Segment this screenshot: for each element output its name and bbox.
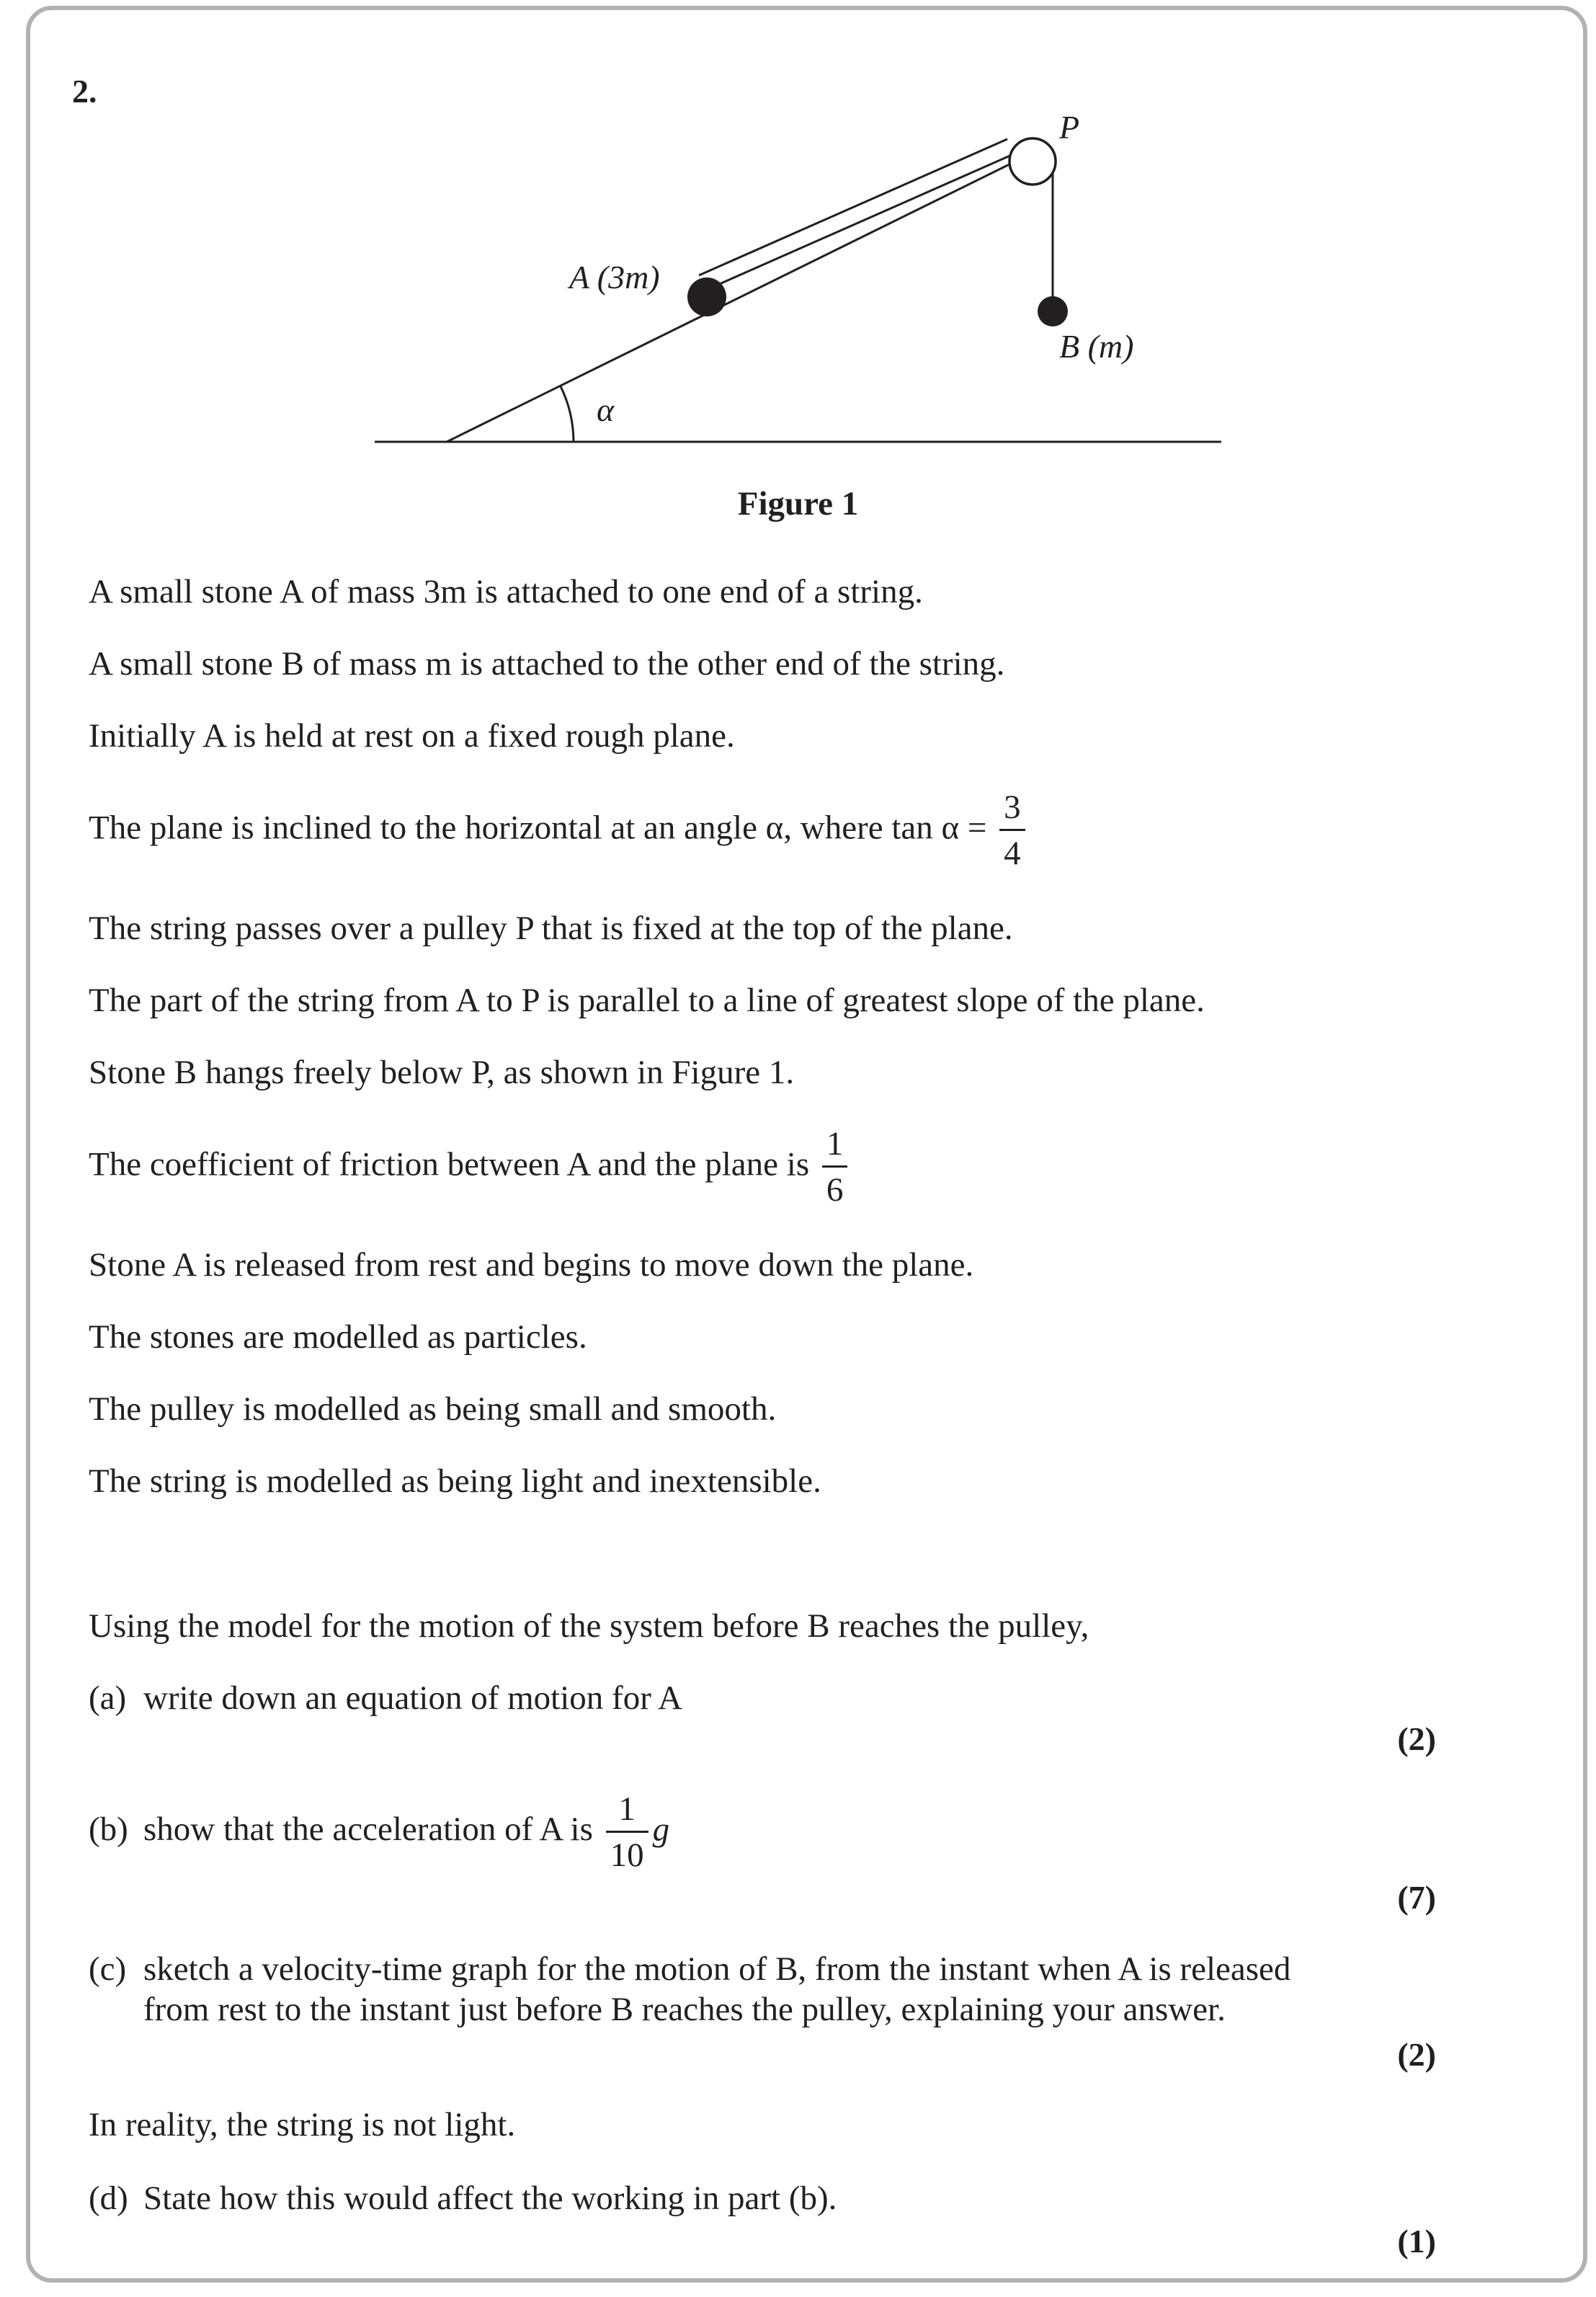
- part-c-line-2: from rest to the instant just before B reaches the pulley, explaining your answer.: [143, 1991, 1226, 2028]
- part-d: [89, 2178, 837, 2218]
- part-b-text: show that the acceleration of A is: [143, 1811, 593, 1849]
- part-d-marks: (1): [1397, 2223, 1436, 2260]
- statement-5: The string passes over a pulley P that is fixed at the top of the plane.: [89, 910, 1013, 947]
- stone-a-icon: [687, 277, 726, 316]
- figure-caption: Figure 1: [737, 485, 859, 523]
- statement-8-text: The coefficient of friction between A and the plane is: [89, 1145, 810, 1183]
- part-c-label: (c): [89, 1950, 127, 1988]
- part-b-label: (b): [89, 1811, 128, 1849]
- part-d-label: (d): [89, 2180, 128, 2217]
- fraction-denominator: 10: [610, 1836, 644, 1874]
- statement-9: Stone A is released from rest and begins to move down the plane.: [89, 1246, 974, 1284]
- label-pulley-p: P: [1059, 109, 1080, 146]
- part-a: [89, 1678, 682, 1718]
- statement-4-text: The plane is inclined to the horizontal at an angle α, where tan α =: [89, 809, 987, 847]
- figure-inclined-plane-diagram: [0, 0, 1596, 505]
- statement-4: [89, 786, 1030, 876]
- statement-1: A small stone A of mass 3m is attached to one end of a string.: [89, 573, 923, 610]
- statement-2: A small stone B of mass m is attached to the other end of the string.: [89, 645, 1005, 683]
- fraction-numerator: 1: [822, 1122, 848, 1168]
- fraction-tan-alpha: [999, 786, 1025, 876]
- reality-statement: In reality, the string is not light.: [89, 2106, 516, 2143]
- part-b: [89, 1787, 669, 1878]
- string-lower-edge: [710, 152, 1018, 288]
- part-d-text: State how this would affect the working in part (b).: [143, 2180, 837, 2217]
- fraction-friction-coefficient: [822, 1122, 848, 1212]
- statement-10: The stones are modelled as particles.: [89, 1318, 587, 1356]
- fraction-denominator: 4: [1004, 835, 1021, 872]
- statement-8: [89, 1122, 852, 1212]
- part-a-marks: (2): [1397, 1720, 1436, 1757]
- part-c: [89, 1949, 1290, 2030]
- question-number: 2.: [72, 73, 97, 110]
- part-a-label: (a): [89, 1679, 127, 1717]
- statement-12: The string is modelled as being light and inextensible.: [89, 1462, 821, 1500]
- label-angle-alpha: α: [597, 391, 615, 428]
- part-b-marks: (7): [1397, 1879, 1436, 1916]
- label-stone-b: B (m): [1059, 328, 1134, 365]
- stone-b-icon: [1038, 296, 1068, 326]
- statement-13: Using the model for the motion of the system before B reaches the pulley,: [89, 1607, 1089, 1645]
- string-upper-edge: [699, 139, 1007, 275]
- part-c-marks: (2): [1397, 2036, 1436, 2073]
- label-stone-a: A (3m): [569, 259, 660, 296]
- statement-11: The pulley is modelled as being small and smooth.: [89, 1390, 777, 1428]
- inclined-plane-line: [447, 164, 1009, 442]
- fraction-numerator: 3: [999, 786, 1025, 831]
- pulley-icon: [1009, 138, 1056, 185]
- statement-3: Initially A is held at rest on a fixed rough plane.: [89, 717, 735, 755]
- angle-arc: [561, 386, 574, 442]
- part-a-text: write down an equation of motion for A: [143, 1679, 682, 1717]
- fraction-numerator: 1: [606, 1787, 648, 1833]
- part-b-g-symbol: g: [652, 1811, 670, 1849]
- part-c-line-1: sketch a velocity-time graph for the motion of B, from the instant when A is released: [143, 1950, 1291, 1988]
- statement-7: Stone B hangs freely below P, as shown in Figure 1.: [89, 1054, 795, 1091]
- statement-6: The part of the string from A to P is parallel to a line of greatest slope of the plane.: [89, 982, 1205, 1019]
- fraction-denominator: 6: [826, 1171, 844, 1209]
- fraction-acceleration: [606, 1787, 648, 1878]
